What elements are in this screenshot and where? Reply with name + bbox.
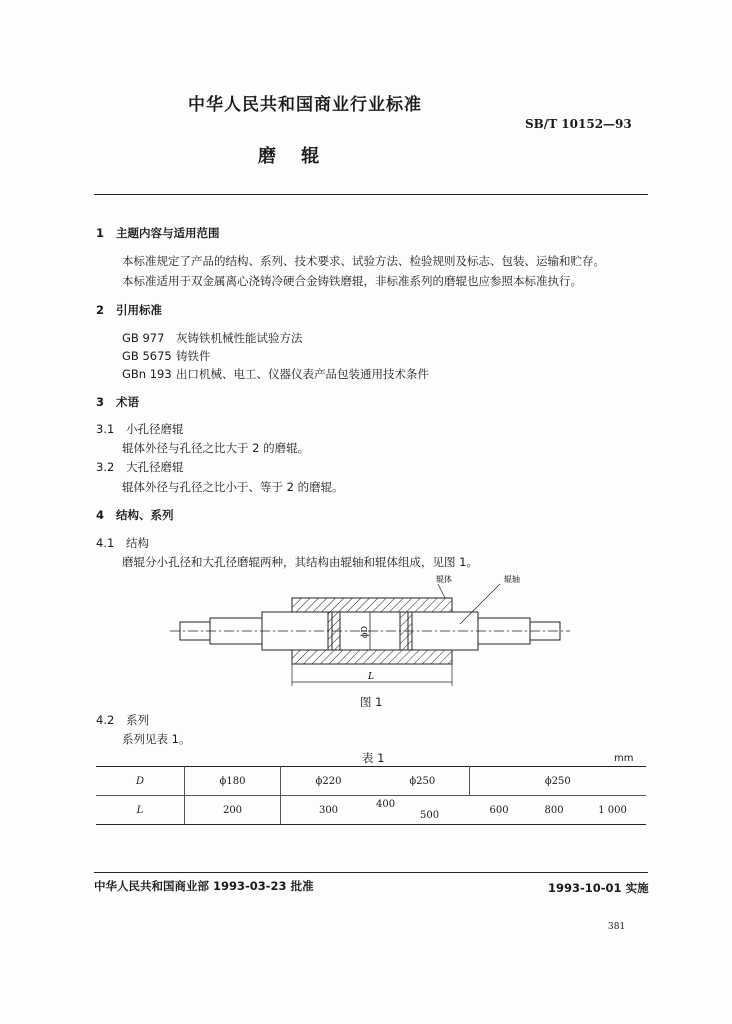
label-shaft: 辊轴 xyxy=(504,575,520,584)
table-cell: ϕ180 xyxy=(185,767,281,796)
dim-d-label: ϕD xyxy=(360,626,369,638)
reference-item: GBn 193 出口机械、电工、仪器仪表产品包装通用技术条件 xyxy=(122,367,429,381)
figure-caption: 图 1 xyxy=(360,695,383,709)
series-text: 系列见表 1。 xyxy=(122,732,191,746)
header-rule xyxy=(94,194,648,195)
section-1-heading: 1 主题内容与适用范围 xyxy=(96,226,220,240)
table-cell: ϕ250 xyxy=(376,767,469,796)
table-cell: ϕ250 xyxy=(469,767,646,796)
series-table xyxy=(96,766,646,825)
implementation-date: 1993-10-01 实施 xyxy=(548,881,649,895)
table-cell: ϕ220 xyxy=(281,767,377,796)
row-l-label: L xyxy=(96,796,185,825)
standard-code: SB/T 10152—93 xyxy=(525,117,632,131)
table-cell: 300 xyxy=(281,796,377,825)
table-cell: 200 xyxy=(185,796,281,825)
table-cell: 600 xyxy=(469,796,529,825)
structure-heading: 4.1 结构 xyxy=(96,536,149,550)
term-3-2-text: 辊体外径与孔径之比小于、等于 2 的磨辊。 xyxy=(122,480,344,494)
table-cell-value: 500 xyxy=(420,810,440,821)
series-heading: 4.2 系列 xyxy=(96,713,149,727)
table-cell: 800 xyxy=(529,796,579,825)
section-1-paragraph-2: 本标准适用于双金属离心浇铸冷硬合金铸铁磨辊，非标准系列的磨辊也应参照本标准执行。 xyxy=(122,274,582,288)
footer-rule xyxy=(94,872,648,873)
section-2-heading: 2 引用标准 xyxy=(96,303,162,317)
label-roller-body: 辊体 xyxy=(436,575,452,584)
table-cell: 1 000 xyxy=(579,796,646,825)
section-4-heading: 4 结构、系列 xyxy=(96,508,174,522)
document-title: 磨 辊 xyxy=(258,146,320,167)
table-row xyxy=(96,796,646,825)
dim-l-label: L xyxy=(368,672,374,682)
table-cell-value: 400 xyxy=(376,799,396,810)
table-cell xyxy=(376,796,469,825)
term-3-1-heading: 3.1 小孔径磨辊 xyxy=(96,422,184,436)
structure-text: 磨辊分小孔径和大孔径磨辊两种，其结构由辊轴和辊体组成，见图 1。 xyxy=(122,555,478,569)
reference-item: GB 5675 铸铁件 xyxy=(122,349,211,363)
roller-figure xyxy=(170,568,570,688)
page-number: 381 xyxy=(608,922,626,932)
table-row xyxy=(96,767,646,796)
reference-item: GB 977 灰铸铁机械性能试验方法 xyxy=(122,331,303,345)
term-3-2-heading: 3.2 大孔径磨辊 xyxy=(96,460,184,474)
row-d-label: D xyxy=(96,767,185,796)
table-unit: mm xyxy=(614,753,634,764)
section-1-paragraph-1: 本标准规定了产品的结构、系列、技术要求、试验方法、检验规则及标志、包装、运输和贮存。 xyxy=(122,254,605,268)
section-3-heading: 3 术语 xyxy=(96,395,139,409)
term-3-1-text: 辊体外径与孔径之比大于 2 的磨辊。 xyxy=(122,441,310,455)
approval-statement: 中华人民共和国商业部 1993-03-23 批准 xyxy=(94,879,314,893)
table-caption: 表 1 xyxy=(362,751,385,765)
organization-title: 中华人民共和国商业行业标准 xyxy=(188,95,422,115)
